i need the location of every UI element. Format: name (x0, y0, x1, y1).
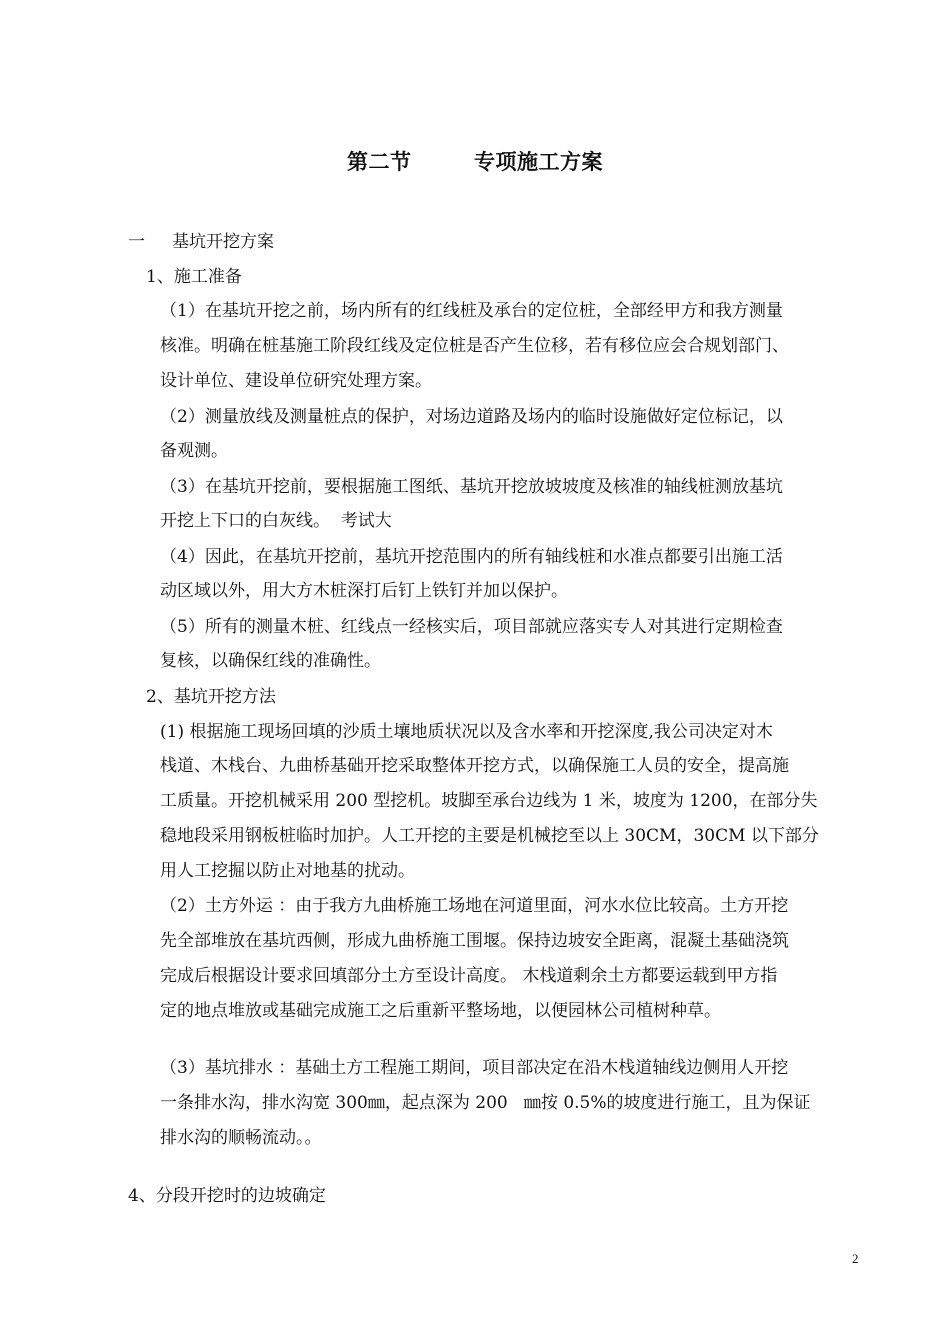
paragraph-line: 用人工挖掘以防止对地基的扰动。 (160, 861, 415, 881)
paragraph-line: 复核，以确保红线的准确性。 (160, 651, 381, 671)
paragraph-line: 定的地点堆放或基础完成施工之后重新平整场地，以便园林公司植树种草。 (160, 1001, 721, 1021)
paragraph-line: 栈道、木栈台、九曲桥基础开挖采取整体开挖方式，以确保施工人员的安全，提高施 (160, 756, 789, 776)
paragraph-line: （3）在基坑开挖前，要根据施工图纸、基坑开挖放坡坡度及核准的轴线桩测放基坑 (160, 477, 783, 497)
paragraph-line: （3）基坑排水 ：基础土方工程施工期间，项目部决定在沿木栈道轴线边侧用人开挖 (160, 1058, 789, 1078)
subsection-heading: 2、基坑开挖方法 (146, 687, 276, 707)
paragraph-line: 先全部堆放在基坑西侧，形成九曲桥施工围堰。保持边坡安全距离，混凝土基础浇筑 (160, 931, 789, 951)
paragraph-line: 核准。明确在桩基施工阶段红线及定位桩是否产生位移，若有移位应会合规划部门、 (160, 336, 789, 356)
paragraph-line: （2）测量放线及测量桩点的保护，对场边道路及场内的临时设施做好定位标记，以 (160, 407, 783, 427)
page-title: 第二节 专项施工方案 (347, 150, 603, 174)
paragraph-line: 备观测。 (160, 441, 228, 461)
paragraph-line: 动区域以外，用大方木桩深打后钉上铁钉并加以保护。 (160, 581, 568, 601)
paragraph-line: 工质量。开挖机械采用 200 型挖机。坡脚至承台边线为 1 米，坡度为 1200，在部分失 (160, 791, 818, 811)
subsection-heading: 1、施工准备 (146, 267, 242, 287)
paragraph-line: 稳地段采用钢板桩临时加护。人工开挖的主要是机械挖至以上 30CM，30CM 以下部分 (160, 826, 819, 846)
paragraph-line: 完成后根据设计要求回填部分土方至设计高度。 木栈道剩余土方都要运载到甲方指 (160, 966, 778, 986)
paragraph-line: （1）在基坑开挖之前，场内所有的红线桩及承台的定位桩，全部经甲方和我方测量 (160, 301, 783, 321)
paragraph-line: (1) 根据施工现场回填的沙质土壤地质状况以及含水率和开挖深度,我公司决定对木 (160, 722, 773, 742)
section-heading: 一 基坑开挖方案 (128, 232, 275, 252)
paragraph-line: （2）土方外运 ：由于我方九曲桥施工场地在河道里面，河水水位比较高。土方开挖 (160, 896, 789, 916)
subsection-heading: 4、分段开挖时的边坡确定 (128, 1186, 326, 1206)
paragraph-line: （5）所有的测量木桩、红线点一经核实后，项目部就应落实专人对其进行定期检查 (160, 617, 783, 637)
paragraph-line: 一条排水沟，排水沟宽 300㎜，起点深为 200 ㎜按 0.5%的坡度进行施工，且为保证 (160, 1093, 811, 1113)
paragraph-line: 设计单位、建设单位研究处理方案。 (160, 371, 432, 391)
paragraph-line: （4）因此，在基坑开挖前，基坑开挖范围内的所有轴线桩和水准点都要引出施工活 (160, 547, 783, 567)
paragraph-line: 排水沟的顺畅流动。。 (160, 1128, 322, 1148)
page-number: 2 (852, 1251, 859, 1266)
paragraph-line: 开挖上下口的白灰线。 考试大 (160, 511, 392, 531)
